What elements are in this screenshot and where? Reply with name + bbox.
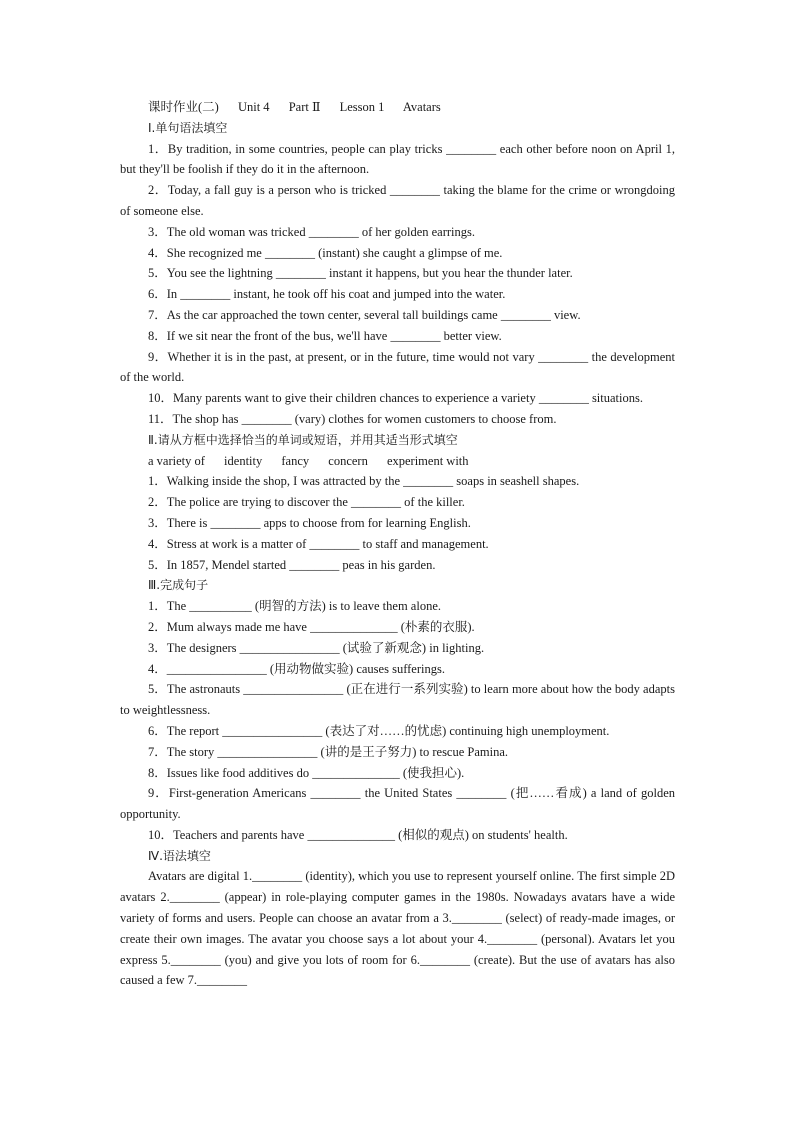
section-2-heading: Ⅱ.请从方框中选择恰当的单词或短语，并用其适当形式填空 xyxy=(148,432,458,447)
section-3-item: 6．The report ________________ (表达了对……的忧虑) continuing high unemployment. xyxy=(148,723,610,738)
title-topic: Avatars xyxy=(402,100,441,114)
word-box xyxy=(120,451,675,472)
title-lesson: Lesson 1 xyxy=(339,100,385,114)
section-1-item: 7．As the car approached the town center, several tall buildings came ________ view. xyxy=(148,307,581,322)
section-3-item: 7．The story ________________ (讲的是王子努力) to rescue Pamina. xyxy=(148,744,509,759)
worksheet-title xyxy=(120,97,675,118)
section-1-item: 8．If we sit near the front of the bus, we'll have ________ better view. xyxy=(148,328,502,343)
title-part: Part Ⅱ xyxy=(288,100,321,114)
section-1-heading: Ⅰ.单句语法填空 xyxy=(148,120,228,135)
word-option: experiment with xyxy=(386,453,469,468)
section-3-item: 4．________________ (用动物做实验) causes sufferings. xyxy=(148,661,445,676)
section-2-item: 1．Walking inside the shop, I was attracted by the ________ soaps in seashell shapes. xyxy=(148,474,580,489)
section-1-item: 2．Today, a fall guy is a person who is tricked ________ taking the blame for the crime or wrongdoing of someone else. xyxy=(120,183,675,218)
section-3-item: 5．The astronauts ________________ (正在进行一系列实验) to learn more about how the body adapts to weightlessness. xyxy=(120,682,675,718)
section-2-item: 3．There is ________ apps to choose from for learning English. xyxy=(148,515,471,530)
worksheet-page xyxy=(120,97,675,991)
section-3-item: 8．Issues like food additives do ______________ (使我担心). xyxy=(148,765,465,780)
section-3-heading: Ⅲ.完成句子 xyxy=(148,578,209,593)
title-series: 课时作业(二) xyxy=(148,100,219,114)
section-1-item: 3．The old woman was tricked ________ of her golden earrings. xyxy=(148,224,476,239)
section-3-item: 1．The __________ (明智的方法) is to leave them alone. xyxy=(148,599,441,614)
section-3-item: 2．Mum always made me have ______________ (朴素的衣服). xyxy=(148,619,475,634)
section-2-item: 4．Stress at work is a matter of ________ to staff and management. xyxy=(148,536,489,551)
section-1-item: 10．Many parents want to give their children chances to experience a variety ________ situations. xyxy=(148,391,643,406)
section-1-item: 9．Whether it is in the past, at present, or in the future, time would not vary ________ the development of the world. xyxy=(120,349,675,385)
section-1-item: 6．In ________ instant, he took off his coat and jumped into the water. xyxy=(148,287,506,302)
word-option: a variety of xyxy=(148,453,205,468)
word-option: identity xyxy=(224,453,263,468)
section-2-item: 2．The police are trying to discover the ________ of the killer. xyxy=(148,495,465,510)
section-4-heading: Ⅳ.语法填空 xyxy=(148,848,211,863)
section-1-item: 5．You see the lightning ________ instant it happens, but you hear the thunder later. xyxy=(148,266,573,281)
section-1-item: 11．The shop has ________ (vary) clothes for women customers to choose from. xyxy=(148,411,557,426)
section-3-item: 10．Teachers and parents have ______________ (相似的观点) on students' health. xyxy=(148,827,568,842)
title-unit: Unit 4 xyxy=(237,100,270,114)
section-2-item: 5．In 1857, Mendel started ________ peas in his garden. xyxy=(148,557,436,572)
word-option: concern xyxy=(328,453,368,468)
word-option: fancy xyxy=(281,453,310,468)
grammar-passage: Avatars are digital 1.________ (identity), which you use to represent yourself online. The first simple 2D avatars 2.________ (appear) in role-playing computer games in the 1980s. Nowadays avatars have a wide variety of forms and users. People can choose an avatar from a 3.________ (select) of ready-made images, or create their own images. The avatar you choose says a lot about your 4.________ (personal). Avatars let you express 5.________ (you) and give you lots of room for 6.________ (create). But the use of avatars has also caused a few 7.________ xyxy=(120,869,675,988)
section-1-item: 4．She recognized me ________ (instant) she caught a glimpse of me. xyxy=(148,245,503,260)
section-3-item: 3．The designers ________________ (试验了新观念) in lighting. xyxy=(148,640,485,655)
section-3-item: 9．First-generation Americans ________ the United States ________ (把……看成) a land of golden opportunity. xyxy=(120,786,675,822)
section-1-item: 1．By tradition, in some countries, people can play tricks ________ each other before noon on April 1, but they'll be foolish if they do it in the afternoon. xyxy=(120,141,675,177)
